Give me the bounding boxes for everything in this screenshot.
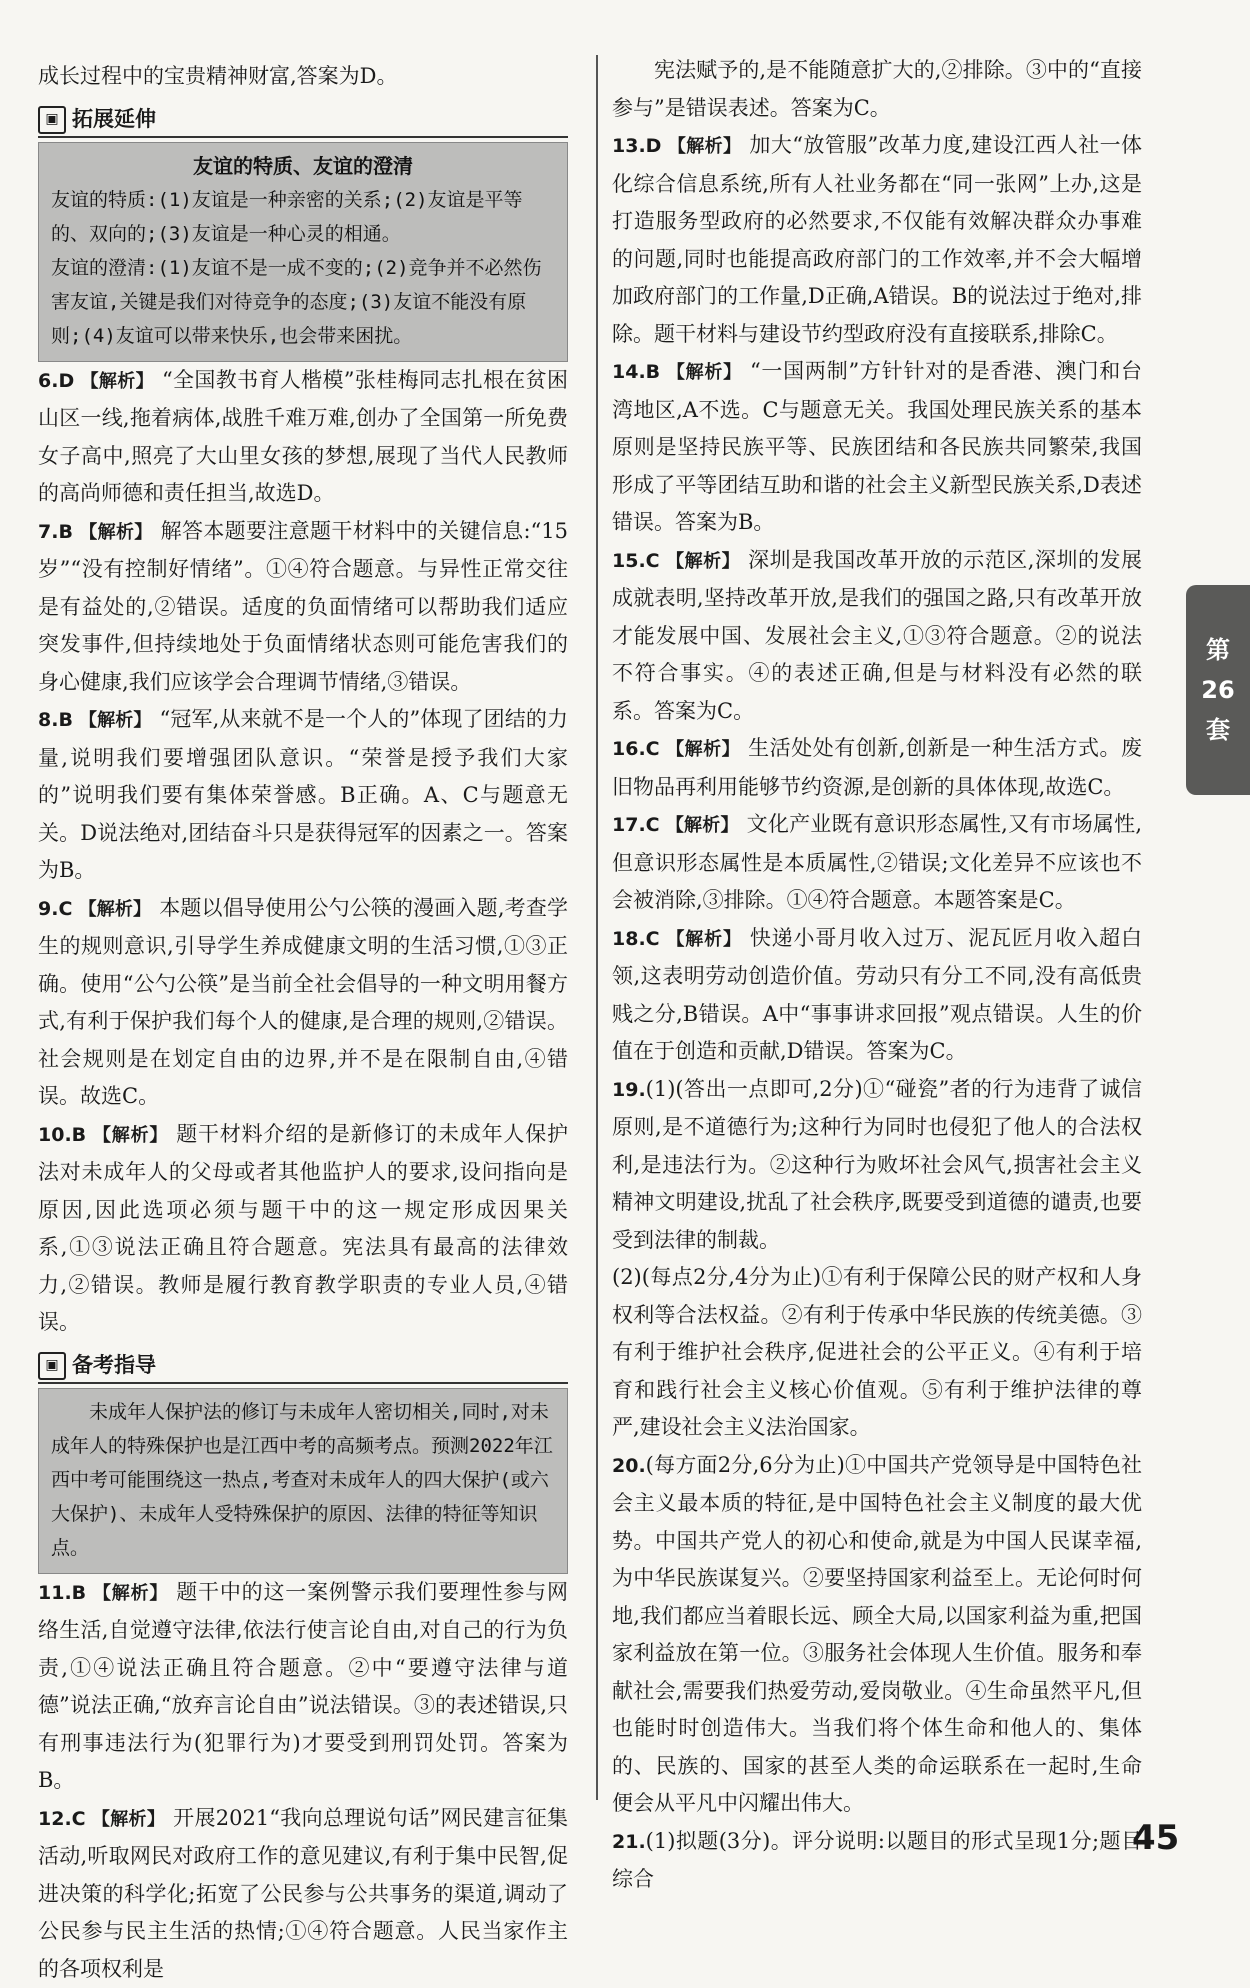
analysis-tag: 【解析】 — [80, 371, 154, 392]
answer-item — [38, 362, 568, 513]
item-number: 14. — [612, 361, 646, 383]
item-text: 题干中的这一案例警示我们要理性参与网络生活,自觉遵守法律,依法行使言论自由,对自己的行为负责,①④说法正确且符合题意。②中“要遵守法律与道德”说法正确,“放弃言论自由”说法错误。③的表述错误,只有刑事违法行为(犯罪行为)才要受到刑罚处罚。答案为B。 — [38, 1580, 568, 1793]
friendship-box — [38, 142, 568, 362]
item-number: 11. — [38, 1582, 72, 1604]
q19-part2: (2)(每点2分,4分为止)①有利于保障公民的财产权和人身权利等合法权益。②有利于传承中华民族的传统美德。③有利于维护社会秩序,促进社会的公平正义。④有利于培育和践行社会主义核心价值观。⑤有利于维护法律的尊严,建设社会主义法治国家。 — [612, 1259, 1142, 1447]
book-icon: ▣ — [38, 1352, 66, 1380]
item-text: 解答本题要注意题干材料中的关键信息:“15岁”“没有控制好情绪”。①④符合题意。与异性正常交往是有益处的,②错误。适度的负面情绪可以帮助我们适应突发事件,但持续地处于负面情绪状态则可能危害我们的身心健康,我们应该学会合理调节情绪,③错误。 — [38, 519, 568, 694]
item-number: 12. — [38, 1808, 72, 1830]
item-text: 生活处处有创新,创新是一种生活方式。废旧物品再利用能够节约资源,是创新的具体体现,故选C。 — [612, 736, 1142, 799]
answer-item — [612, 806, 1142, 920]
item-text: 加大“放管服”改革力度,建设江西人社一体化综合信息系统,所有人社业务都在“同一张网”上办,这是打造服务型政府的必然要求,不仅能有效解决群众办事难的问题,同时也能提高政府部门的工作效率,并不会大幅增加政府部门的工作量,D正确,A错误。B的说法过于绝对,排除。题干材料与建设节约型政府没有直接联系,排除C。 — [612, 133, 1142, 346]
item-answer: B — [58, 521, 72, 543]
friendship-clarify: 友谊的澄清:(1)友谊不是一成不变的;(2)竞争并不必然伤害友谊,关键是我们对待竞争的态度;(3)友谊不能没有原则;(4)友谊可以带来快乐,也会带来困扰。 — [51, 251, 555, 353]
item-number: 21. — [612, 1831, 646, 1853]
analysis-tag: 【解析】 — [666, 739, 741, 760]
item-number: 7. — [38, 521, 58, 543]
set-number-tab — [1186, 585, 1250, 795]
analysis-tag: 【解析】 — [92, 1809, 166, 1830]
analysis-tag: 【解析】 — [78, 899, 151, 920]
answer-list-3 — [612, 127, 1142, 1071]
tab-line-1: 第 — [1206, 630, 1230, 670]
tab-line-3: 套 — [1206, 710, 1230, 750]
analysis-tag: 【解析】 — [666, 815, 739, 836]
item-number: 19. — [612, 1079, 646, 1101]
tab-line-2: 26 — [1201, 670, 1234, 710]
q19-part1: (1)(答出一点即可,2分)①“碰瓷”者的行为违背了诚信原则,是不道德行为;这种行为同时也侵犯了他人的合法权利,是违法行为。②这种行为败坏社会风气,损害社会主义精神文明建设,扰乱了社会秩序,既要受到道德的谴责,也要受到法律的制裁。 — [612, 1077, 1142, 1252]
answer-item — [612, 920, 1142, 1071]
page-number: 45 — [1132, 1818, 1179, 1858]
item-answer: B — [646, 361, 660, 383]
analysis-tag: 【解析】 — [79, 710, 152, 731]
answer-item — [38, 1116, 568, 1342]
book-icon: ▣ — [38, 106, 66, 134]
item-number: 20. — [612, 1455, 646, 1477]
analysis-tag: 【解析】 — [666, 551, 741, 572]
item-answer: C — [72, 1808, 86, 1830]
friendship-traits: 友谊的特质:(1)友谊是一种亲密的关系;(2)友谊是平等的、双向的;(3)友谊是一种心灵的相通。 — [51, 183, 555, 251]
item-answer: B — [72, 1124, 86, 1146]
q21-text: (1)拟题(3分)。评分说明:以题目的形式呈现1分;题目综合 — [612, 1829, 1142, 1892]
right-column — [612, 52, 1142, 1899]
item-answer: B — [58, 709, 72, 731]
item-number: 8. — [38, 709, 58, 731]
item-answer: D — [646, 135, 662, 157]
extension-title: 拓展延伸 — [72, 101, 156, 139]
item-text: 文化产业既有意识形态属性,又有市场属性,但意识形态属性是本质属性,②错误;文化差异不应该也不会被消除,③排除。①④符合题意。本题答案是C。 — [612, 812, 1142, 912]
item-text: “冠军,从来就不是一个人的”体现了团结的力量,说明我们要增强团队意识。“荣誉是授予我们大家的”说明我们要有集体荣誉感。B正确。A、C与题意无关。D说法绝对,团结奋斗只是获得冠军的因素之一。答案为B。 — [38, 707, 568, 882]
answer-item — [612, 353, 1142, 542]
item-text: 题干材料介绍的是新修订的未成年人保护法对未成年人的父母或者其他监护人的要求,设问指向是原因,因此选项必须与题干中的这一规定形成因果关系,①③说法正确且符合题意。宪法具有最高的法律效力,②错误。教师是履行教育教学职责的专业人员,④错误。 — [38, 1122, 568, 1335]
item-number: 17. — [612, 814, 646, 836]
item-text: “一国两制”方针针对的是香港、澳门和台湾地区,A不选。C与题意无关。我国处理民族关系的基本原则是坚持民族平等、民族团结和各民族共同繁荣,我国形成了平等团结互助和谐的社会主义新型民族关系,D表述错误。答案为B。 — [612, 359, 1142, 534]
question-20 — [612, 1447, 1142, 1823]
item-answer: C — [646, 550, 660, 572]
guide-box: 未成年人保护法的修订与未成年人密切相关,同时,对未成年人的特殊保护也是江西中考的高频考点。预测2022年江西中考可能围绕这一热点,考查对未成年人的四大保护(或六大保护)、未成年人受特殊保护的原因、法律的特征等知识点。 — [38, 1388, 568, 1574]
analysis-tag: 【解析】 — [92, 1125, 168, 1146]
analysis-tag: 【解析】 — [79, 522, 153, 543]
item-number: 13. — [612, 135, 646, 157]
item-answer: C — [646, 928, 660, 950]
answer-item — [38, 513, 568, 702]
item-answer: C — [58, 898, 72, 920]
analysis-tag: 【解析】 — [666, 929, 742, 950]
item-number: 9. — [38, 898, 58, 920]
answer-item — [38, 890, 568, 1116]
analysis-tag: 【解析】 — [92, 1583, 168, 1604]
item-text: 开展2021“我向总理说句话”网民建言征集活动,听取网民对政府工作的意见建议,有利于集中民智,促进决策的科学化;拓宽了公民参与公共事务的渠道,调动了公民参与民主生活的热情;①④符合题意。人民当家作主的各项权利是 — [38, 1806, 568, 1981]
q20-text: (每方面2分,6分为止)①中国共产党领导是中国特色社会主义最本质的特征,是中国特色社会主义制度的最大优势。中国共产党人的初心和使命,就是为中国人民谋幸福,为中华民族谋复兴。②要坚持国家利益至上。无论何时何地,我们都应当着眼长远、顾全大局,以国家利益为重,把国家利益放在第一位。③服务社会体现人生价值。服务和奉献社会,需要我们热爱劳动,爱岗敬业。④生命虽然平凡,但也能时时创造伟大。当我们将个体生命和他人的、集体的、民族的、国家的甚至人类的命运联系在一起时,生命便会从平凡中闪耀出伟大。 — [612, 1453, 1142, 1816]
item-answer: C — [646, 814, 660, 836]
intro-text: 成长过程中的宝贵精神财富,答案为D。 — [38, 58, 568, 96]
guide-heading — [38, 1350, 568, 1384]
column-divider — [596, 55, 598, 1800]
item-answer: C — [646, 738, 660, 760]
analysis-tag: 【解析】 — [666, 362, 742, 383]
item-text: 深圳是我国改革开放的示范区,深圳的发展成就表明,坚持改革开放,是我们的强国之路,只有改革开放才能发展中国、发展社会主义,①③符合题意。②的说法不符合事实。④的表述正确,但是与材料没有必然的联系。答案为C。 — [612, 548, 1142, 723]
item-number: 18. — [612, 928, 646, 950]
answer-item — [38, 1800, 568, 1988]
item-number: 6. — [38, 370, 58, 392]
answer-item — [38, 1574, 568, 1800]
extension-heading — [38, 104, 568, 138]
item-text: 本题以倡导使用公勺公筷的漫画入题,考查学生的规则意识,引导学生养成健康文明的生活习惯,①③正确。使用“公勺公筷”是当前全社会倡导的一种文明用餐方式,有利于保护我们每个人的健康,是合理的规则,②错误。社会规则是在划定自由的边界,并不是在限制自由,④错误。故选C。 — [38, 896, 568, 1109]
item-number: 16. — [612, 738, 646, 760]
answer-list-1 — [38, 362, 568, 1342]
item-number: 15. — [612, 550, 646, 572]
answer-list-2 — [38, 1574, 568, 1988]
answer-item — [612, 127, 1142, 353]
question-19 — [612, 1071, 1142, 1260]
friendship-box-title: 友谊的特质、友谊的澄清 — [51, 149, 555, 183]
answer-item — [38, 701, 568, 890]
continued-text: 宪法赋予的,是不能随意扩大的,②排除。③中的“直接参与”是错误表述。答案为C。 — [612, 52, 1142, 127]
analysis-tag: 【解析】 — [667, 136, 741, 157]
item-answer: B — [72, 1582, 86, 1604]
guide-title: 备考指导 — [72, 1347, 156, 1385]
item-answer: D — [58, 370, 74, 392]
left-column — [38, 58, 568, 1988]
question-21 — [612, 1823, 1142, 1899]
item-text: 快递小哥月收入过万、泥瓦匠月收入超白领,这表明劳动创造价值。劳动只有分工不同,没有高低贵贱之分,B错误。A中“事事讲求回报”观点错误。人生的价值在于创造和贡献,D错误。答案为C。 — [612, 926, 1142, 1064]
item-number: 10. — [38, 1124, 72, 1146]
answer-item — [612, 542, 1142, 731]
answer-item — [612, 730, 1142, 806]
item-text: “全国教书育人楷模”张桂梅同志扎根在贫困山区一线,拖着病体,战胜千难万难,创办了全国第一所免费女子高中,照亮了大山里女孩的梦想,展现了当代人民教师的高尚师德和责任担当,故选D。 — [38, 368, 568, 506]
